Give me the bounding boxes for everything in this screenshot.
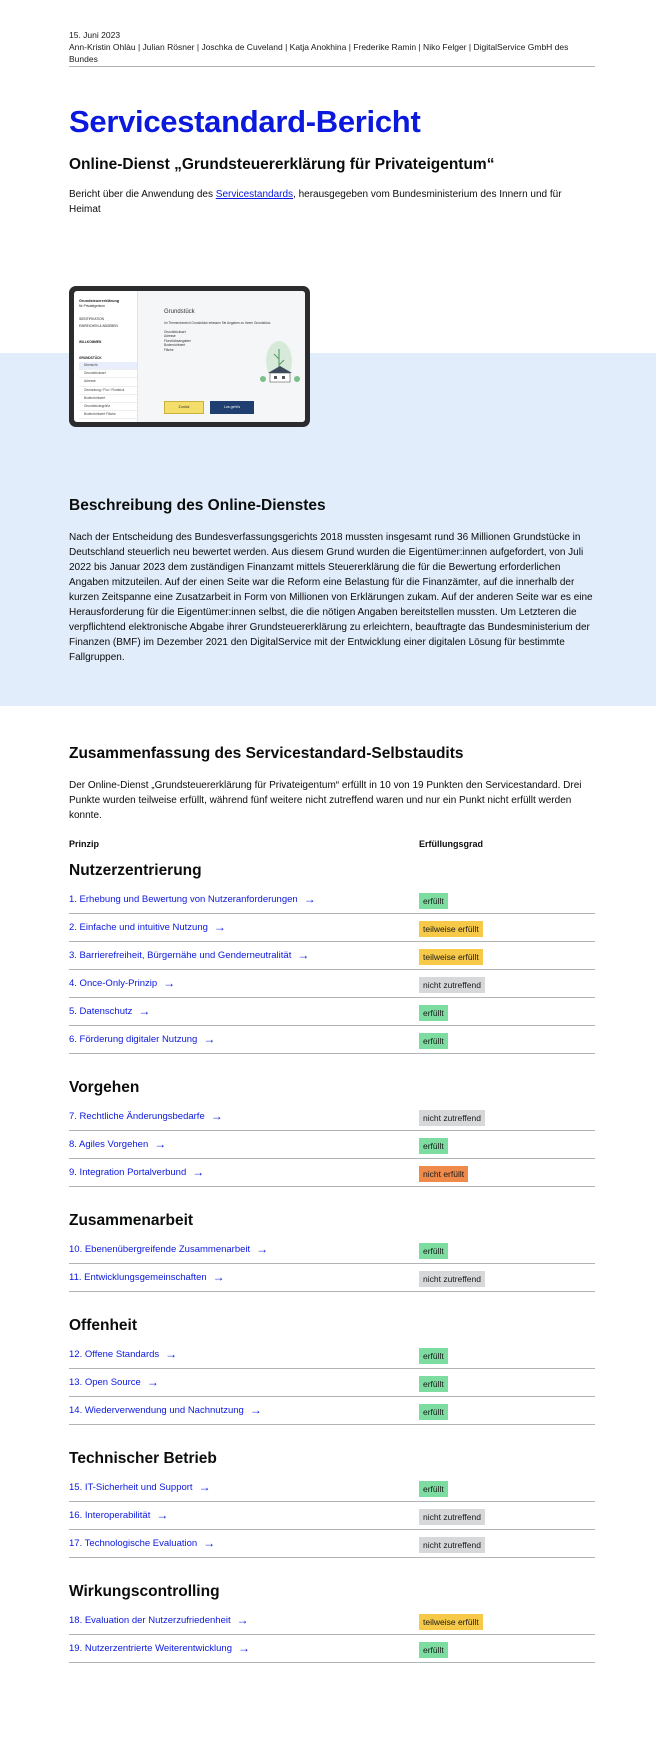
preview-list-item: Flurstücksangaben <box>164 338 191 343</box>
arrow-right-icon: → <box>303 892 316 906</box>
table-row <box>69 1635 595 1663</box>
house-tree-illustration <box>257 335 301 385</box>
group-title: Wirkungscontrolling <box>69 1583 220 1600</box>
principle-link[interactable] <box>69 1034 215 1045</box>
preview-list-item: Fläche <box>164 347 174 352</box>
group-title: Zusammenarbeit <box>69 1212 194 1229</box>
table-row <box>69 1236 595 1264</box>
status-badge: erfüllt <box>419 1376 448 1392</box>
arrow-right-icon: → <box>203 1032 216 1046</box>
principle-link[interactable] <box>69 894 316 905</box>
table-header <box>69 839 595 849</box>
principle-link[interactable] <box>69 1111 223 1122</box>
preview-identify: IDENTIFIKATION <box>79 317 104 321</box>
table-row <box>69 1474 595 1502</box>
status-badge: erfüllt <box>419 1481 448 1497</box>
principle-label: 1. Erhebung und Bewertung von Nutzeranforderungen <box>69 894 298 905</box>
arrow-right-icon: → <box>163 976 176 990</box>
intro-before: Bericht über die Anwendung des <box>69 189 216 200</box>
arrow-right-icon: → <box>256 1242 269 1256</box>
arrow-right-icon: → <box>156 1508 169 1522</box>
table-row <box>69 914 595 942</box>
table-row <box>69 1607 595 1635</box>
preview-back-button: Zurück <box>164 401 204 414</box>
status-badge: nicht zutreffend <box>419 1509 485 1525</box>
arrow-right-icon: → <box>146 1375 159 1389</box>
arrow-right-icon: → <box>236 1613 249 1627</box>
arrow-right-icon: → <box>154 1137 167 1151</box>
principle-label: 18. Evaluation der Nutzerzufriedenheit <box>69 1615 231 1626</box>
principle-label: 16. Interoperabilität <box>69 1510 151 1521</box>
status-badge: erfüllt <box>419 1005 448 1021</box>
preview-sidebar <box>74 291 138 422</box>
principle-label: 12. Offene Standards <box>69 1349 160 1360</box>
preview-section: GRUNDSTÜCK <box>79 356 102 360</box>
summary-text: Der Online-Dienst „Grundsteuererklärung für Privateigentum“ erfüllt in 10 von 19 Punkten den Servicestandard. Drei Punkte wurden teilweise erfüllt, während fünf weitere nicht zutreffend waren und nur ein Punkt nicht erfüllt werden konnte. <box>69 780 582 821</box>
status-badge: nicht zutreffend <box>419 1271 485 1287</box>
status-badge: nicht zutreffend <box>419 1537 485 1553</box>
status-badge: nicht erfüllt <box>419 1166 468 1182</box>
table-row <box>69 886 595 914</box>
group-title: Technischer Betrieb <box>69 1450 217 1467</box>
principle-link[interactable] <box>69 1538 215 1549</box>
principle-label: 13. Open Source <box>69 1377 141 1388</box>
principle-link[interactable] <box>69 1377 159 1388</box>
preview-app-subtitle: für Privateigentum <box>79 304 105 308</box>
preview-main <box>138 291 305 422</box>
principle-link[interactable] <box>69 1615 249 1626</box>
principle-label: 8. Agiles Vorgehen <box>69 1139 149 1150</box>
arrow-right-icon: → <box>213 920 226 934</box>
status-badge: nicht zutreffend <box>419 977 485 993</box>
column-principle: Prinzip <box>69 839 100 849</box>
preview-nav-item: Grundstücksart <box>79 370 137 378</box>
principle-label: 9. Integration Portalverbund <box>69 1167 187 1178</box>
principle-label: 6. Förderung digitaler Nutzung <box>69 1034 198 1045</box>
status-badge: nicht zutreffend <box>419 1110 485 1126</box>
principle-link[interactable] <box>69 1405 262 1416</box>
principle-label: 7. Rechtliche Änderungsbedarfe <box>69 1111 205 1122</box>
service-preview-image <box>69 286 310 427</box>
principle-link[interactable] <box>69 1643 250 1654</box>
table-row <box>69 1264 595 1292</box>
arrow-right-icon: → <box>210 1109 223 1123</box>
arrow-right-icon: → <box>297 948 310 962</box>
principle-link[interactable] <box>69 1349 177 1360</box>
table-row <box>69 970 595 998</box>
preview-list-item: Adresse <box>164 334 176 339</box>
arrow-right-icon: → <box>165 1347 178 1361</box>
table-row <box>69 1103 595 1131</box>
principle-label: 5. Datenschutz <box>69 1006 133 1017</box>
principle-link[interactable] <box>69 922 226 933</box>
table-row <box>69 1026 595 1054</box>
preview-nav-item: Bodenrichtwert Fläche <box>79 411 137 419</box>
arrow-right-icon: → <box>249 1403 262 1417</box>
preview-nav-item: Bodenrichtwert <box>79 395 137 403</box>
principle-label: 2. Einfache und intuitive Nutzung <box>69 922 208 933</box>
table-row <box>69 942 595 970</box>
servicestandards-link[interactable]: Servicestandards <box>215 189 294 200</box>
summary-title: Zusammenfassung des Servicestandard-Selbstaudits <box>69 745 464 762</box>
principle-link[interactable] <box>69 1510 168 1521</box>
preview-nav-item: Grundstücksgröße <box>79 403 137 411</box>
principle-group <box>69 1316 595 1425</box>
preview-list-item: Grundstücksart <box>164 329 186 334</box>
preview-list-item: Bodenrichtwert <box>164 343 186 348</box>
report-meta <box>69 29 595 65</box>
preview-app-title: Grundsteuererklärung <box>79 299 120 303</box>
status-badge: erfüllt <box>419 1243 448 1259</box>
table-row <box>69 1341 595 1369</box>
table-row <box>69 1397 595 1425</box>
arrow-right-icon: → <box>212 1270 225 1284</box>
arrow-right-icon: → <box>192 1165 205 1179</box>
principle-link[interactable] <box>69 950 309 961</box>
status-badge: erfüllt <box>419 893 448 909</box>
principle-link[interactable] <box>69 1272 225 1283</box>
preview-heading: Grundstück <box>164 309 195 315</box>
intro-text <box>69 187 595 217</box>
table-row <box>69 1159 595 1187</box>
principle-label: 11. Entwicklungsgemeinschaften <box>69 1272 207 1283</box>
status-badge: teilweise erfüllt <box>419 1614 483 1630</box>
table-row <box>69 1369 595 1397</box>
principle-label: 10. Ebenenübergreifende Zusammenarbeit <box>69 1244 251 1255</box>
principle-label: 15. IT-Sicherheit und Support <box>69 1482 193 1493</box>
principle-group <box>69 1211 595 1292</box>
preview-nav-item: Adresse <box>79 378 137 386</box>
preview-store: EINREICHEN & ABGEBEN <box>79 324 118 328</box>
principle-link[interactable] <box>69 1167 204 1178</box>
principle-link[interactable] <box>69 1139 166 1150</box>
description-text: Nach der Entscheidung des Bundesverfassungsgerichts 2018 mussten insgesamt rund 36 Millionen Grundstücke in Deutschland steuerlich neu bewertet werden. Aus diesem Grund wurden die Eigentümer:innen aufgefordert, von Juli 2022 bis Januar 2023 dem zuständigen Finanzamt mittels Steuererklärung die für die Bewertung erforderlichen Angaben mitzuteilen. Auf der einen Seite war die Reform eine Belastung für die Finanzämter, auf die innerhalb der kurzen Zeitspanne eine Zusatzarbeit in Form von Millionen von Erklärungen zukam. Auf der anderen Seite war es eine Herausforderung für die Eigentümer:innen selbst, die die nötigen Angaben bereitstellen mussten. Um Letzteren die verpflichtend elektronische Abgabe ihrer Grundsteuererklärung zu erleichtern, beauftragte das Bundesministerium der Finanzen (BMF) im Dezember 2021 den DigitalService mit der Entwicklung einer digitalen Lösung für bestimmte Fallgruppen. <box>69 532 593 663</box>
group-title: Vorgehen <box>69 1079 140 1096</box>
report-date: 15. Juni 2023 <box>69 30 121 40</box>
report-authors: Ann-Kristin Ohlàu | Julian Rösner | Joschka de Cuveland | Katja Anokhina | Frederike Ramin | Niko Felger | DigitalService GmbH des Bundes <box>69 42 569 64</box>
principle-label: 14. Wiederverwendung und Nachnutzung <box>69 1405 244 1416</box>
principle-label: 4. Once-Only-Prinzip <box>69 978 158 989</box>
group-title: Offenheit <box>69 1317 138 1334</box>
description-title: Beschreibung des Online-Dienstes <box>69 497 326 514</box>
principle-group <box>69 861 595 1054</box>
preview-paragraph: Im Themenbereich Grundstück erfassen Sie Angaben zu Ihrem Grundstück. <box>164 321 272 325</box>
preview-welcome: WILLKOMMEN <box>79 340 102 344</box>
table-row <box>69 998 595 1026</box>
arrow-right-icon: → <box>138 1004 151 1018</box>
status-badge: teilweise erfüllt <box>419 949 483 965</box>
preview-nav-item: Übersicht <box>79 362 137 370</box>
preview-next-button: Los geht's <box>210 401 254 414</box>
preview-screen <box>74 291 305 422</box>
status-badge: erfüllt <box>419 1033 448 1049</box>
table-row <box>69 1131 595 1159</box>
principle-link[interactable] <box>69 1244 268 1255</box>
status-badge: erfüllt <box>419 1138 448 1154</box>
principle-label: 17. Technologische Evaluation <box>69 1538 198 1549</box>
status-badge: erfüllt <box>419 1348 448 1364</box>
principle-label: 3. Barrierefreiheit, Bürgernähe und Genderneutralität <box>69 950 292 961</box>
column-degree: Erfüllungsgrad <box>419 839 484 849</box>
table-row <box>69 1530 595 1558</box>
preview-nav-item: Gemarkung / Flur / Flurstück <box>79 387 137 395</box>
principle-link[interactable] <box>69 1482 211 1493</box>
principle-group <box>69 1449 595 1558</box>
principle-link[interactable] <box>69 978 175 989</box>
principle-group <box>69 1078 595 1187</box>
status-badge: teilweise erfüllt <box>419 921 483 937</box>
group-title: Nutzerzentrierung <box>69 862 202 879</box>
arrow-right-icon: → <box>198 1480 211 1494</box>
status-badge: erfüllt <box>419 1642 448 1658</box>
arrow-right-icon: → <box>203 1536 216 1550</box>
divider <box>69 66 595 67</box>
table-row <box>69 1502 595 1530</box>
principle-label: 19. Nutzerzentrierte Weiterentwicklung <box>69 1643 232 1654</box>
intro-after: , herausgegeben vom Bundesministerium des Innern und für Heimat <box>69 189 562 215</box>
principles-table <box>69 861 595 1687</box>
arrow-right-icon: → <box>237 1641 250 1655</box>
page-subtitle: Online-Dienst „Grundsteuererklärung für Privateigentum“ <box>69 156 495 173</box>
principle-link[interactable] <box>69 1006 150 1017</box>
status-badge: erfüllt <box>419 1404 448 1420</box>
page-title: Servicestandard-Bericht <box>69 104 421 139</box>
principle-group <box>69 1582 595 1663</box>
